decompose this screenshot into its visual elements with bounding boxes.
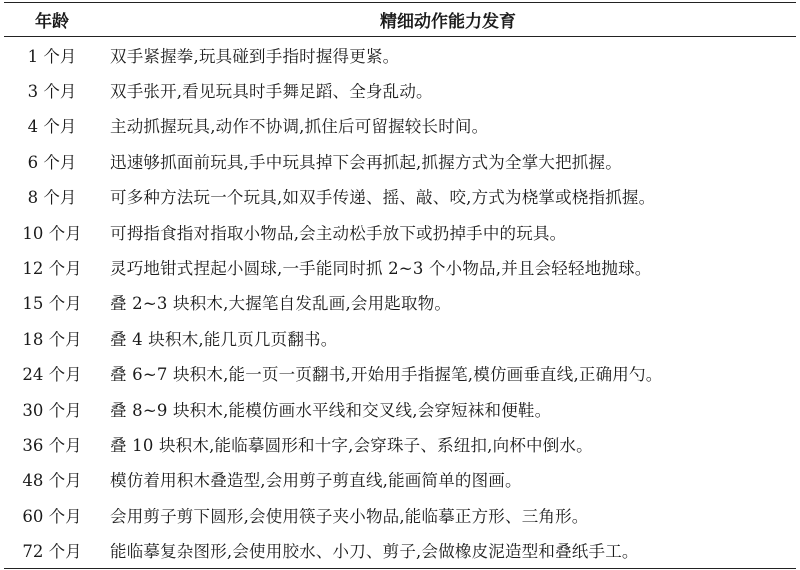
- table-row: [4, 249, 796, 284]
- development-cell: 灵巧地钳式捏起小圆球,一手能同时抓 2~3 个小物品,并且会轻轻地抛球。: [110, 259, 652, 279]
- table-row: [4, 497, 796, 532]
- age-cell: 3 个月: [27, 82, 77, 102]
- header-row: [4, 3, 796, 37]
- table-row: [4, 462, 796, 497]
- age-cell: 30 个月: [22, 400, 82, 420]
- table-row: [4, 356, 796, 391]
- development-cell: 迅速够抓面前玩具,手中玩具掉下会再抓起,抓握方式为全掌大把抓握。: [110, 152, 622, 172]
- table-row: [4, 391, 796, 426]
- table-body: [4, 37, 796, 569]
- table-row: [4, 426, 796, 461]
- development-cell: 模仿着用积木叠造型,会用剪子剪直线,能画简单的图画。: [110, 471, 522, 491]
- development-cell: 叠 4 块积木,能几页几页翻书。: [110, 329, 338, 349]
- development-cell: 叠 6~7 块积木,能一页一页翻书,开始用手指握笔,模仿画垂直线,正确用勺。: [110, 365, 663, 385]
- table-row: [4, 72, 796, 107]
- age-cell: 24 个月: [22, 365, 82, 385]
- development-cell: 叠 2~3 块积木,大握笔自发乱画,会用匙取物。: [110, 294, 452, 314]
- table-row: [4, 108, 796, 143]
- development-cell: 叠 8~9 块积木,能模仿画水平线和交叉线,会穿短袜和便鞋。: [110, 400, 552, 420]
- age-cell: 4 个月: [27, 117, 77, 137]
- development-cell: 双手张开,看见玩具时手舞足蹈、全身乱动。: [110, 82, 433, 102]
- column-header-age: 年龄: [4, 3, 100, 37]
- table-row: [4, 320, 796, 355]
- table-row: [4, 143, 796, 178]
- development-cell: 可拇指食指对指取小物品,会主动松手放下或扔掉手中的玩具。: [110, 223, 567, 243]
- age-cell: 15 个月: [22, 294, 82, 314]
- age-cell: 8 个月: [27, 188, 77, 208]
- age-cell: 12 个月: [22, 259, 82, 279]
- development-cell: 双手紧握拳,玩具碰到手指时握得更紧。: [110, 46, 400, 66]
- table-header: [4, 3, 796, 37]
- development-cell: 叠 10 块积木,能临摹圆形和十字,会穿珠子、系纽扣,向杯中倒水。: [110, 435, 593, 455]
- age-cell: 10 个月: [22, 223, 82, 243]
- fine-motor-development-table: [4, 2, 796, 569]
- development-cell: 会用剪子剪下圆形,会使用筷子夹小物品,能临摹正方形、三角形。: [110, 506, 589, 526]
- table-row: [4, 285, 796, 320]
- age-cell: 48 个月: [22, 471, 82, 491]
- age-cell: 1 个月: [27, 46, 77, 66]
- age-cell: 36 个月: [22, 435, 82, 455]
- column-header-development: 精细动作能力发育: [100, 3, 796, 37]
- development-cell: 能临摹复杂图形,会使用胶水、小刀、剪子,会做橡皮泥造型和叠纸手工。: [100, 532, 796, 568]
- age-cell: 18 个月: [22, 329, 82, 349]
- table-row: [4, 37, 796, 73]
- development-cell: 主动抓握玩具,动作不协调,抓住后可留握较长时间。: [110, 117, 489, 137]
- table-row: [4, 179, 796, 214]
- table-row: [4, 214, 796, 249]
- age-cell: 72 个月: [4, 532, 100, 568]
- development-cell: 可多种方法玩一个玩具,如双手传递、摇、敲、咬,方式为桡掌或桡指抓握。: [110, 188, 656, 208]
- age-cell: 60 个月: [22, 506, 82, 526]
- table-row: [4, 532, 796, 568]
- age-cell: 6 个月: [27, 152, 77, 172]
